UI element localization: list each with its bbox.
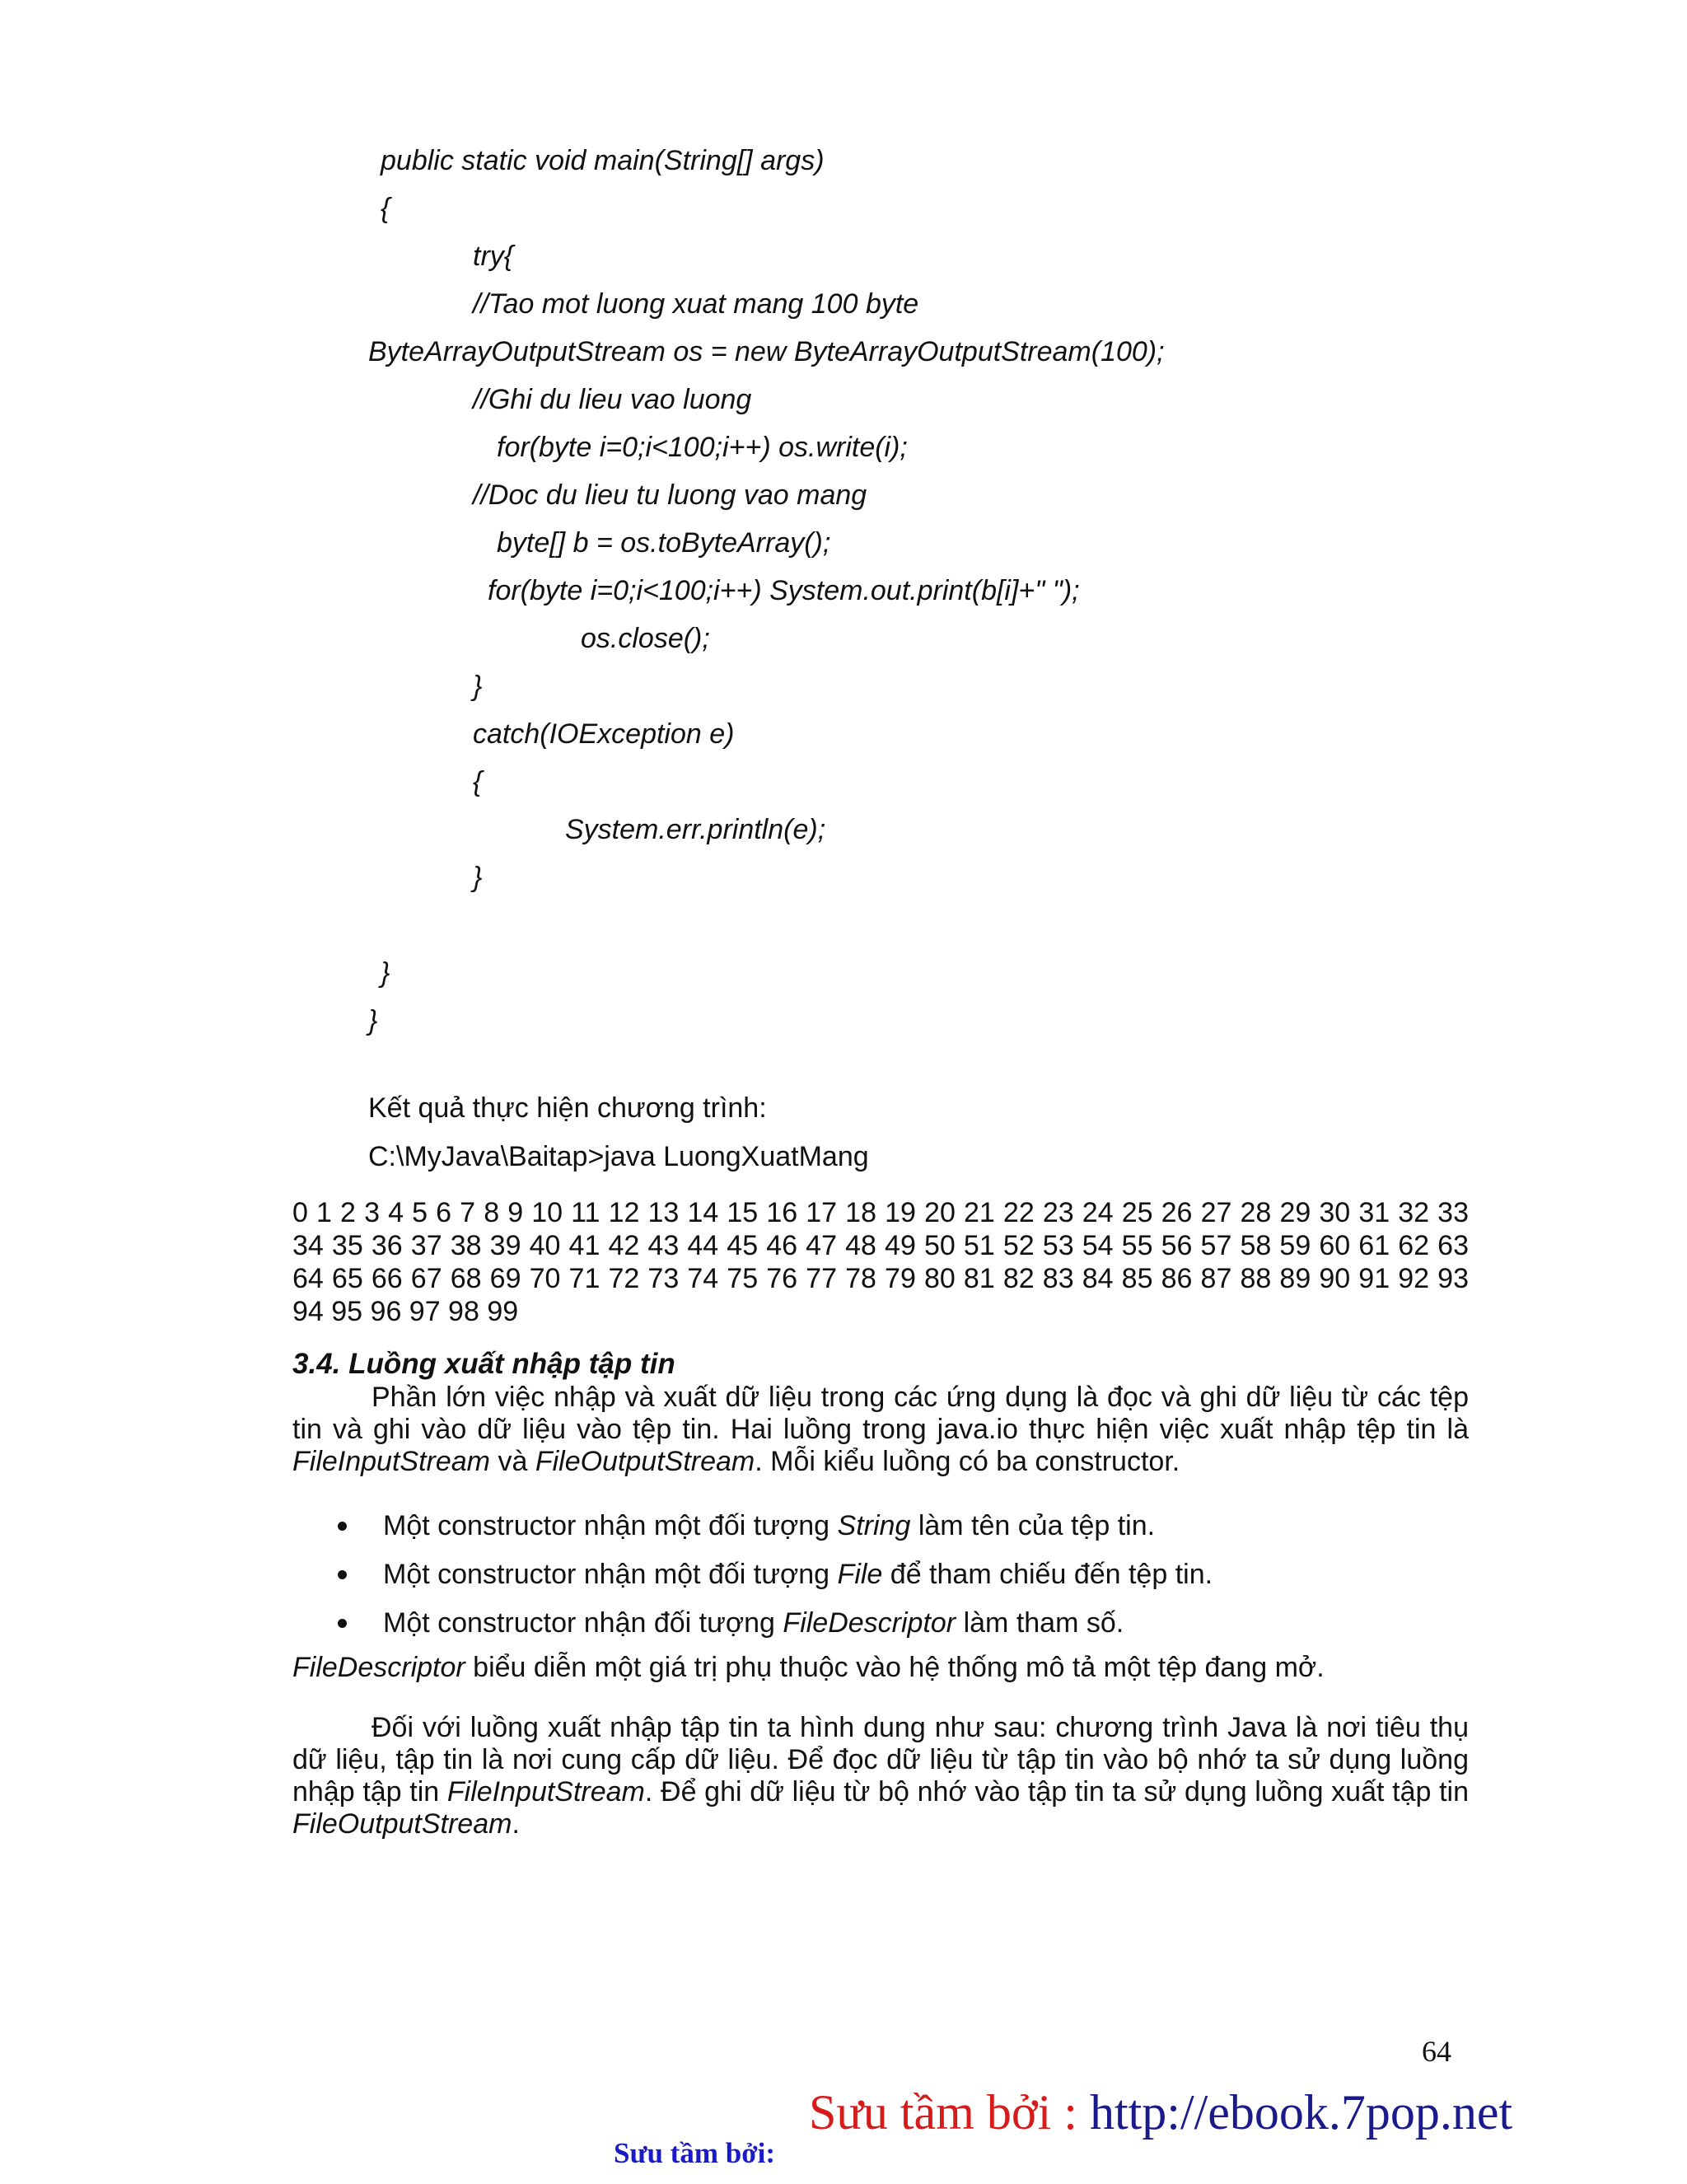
bullet-icon xyxy=(338,1522,347,1531)
bullet-icon xyxy=(338,1570,347,1579)
section-heading: 3.4. Luồng xuất nhập tập tin xyxy=(292,1348,675,1380)
code-line: { xyxy=(473,766,483,797)
credit-caption: Sưu tầm bởi: xyxy=(614,2137,775,2169)
result-command: C:\MyJava\Baitap>java LuongXuatMang xyxy=(368,1141,869,1172)
code-line: catch(IOException e) xyxy=(473,718,735,750)
result-label: Kết quả thực hiện chương trình: xyxy=(368,1092,767,1124)
code-line: byte[] b = os.toByteArray(); xyxy=(497,527,831,559)
code-line: for(byte i=0;i<100;i++) os.write(i); xyxy=(497,432,908,463)
code-line: System.err.println(e); xyxy=(565,814,826,845)
credit-banner xyxy=(809,2084,1512,2140)
result-output: 0 1 2 3 4 5 6 7 8 9 10 11 12 13 14 15 16 17 18 19 20 21 22 23 24 25 26 27 28 29 30 31 32 33 34 35 36 37 38 39 40 41 42 43 44 45 46 47 48 49 50 51 52 53 54 55 56 57 58 59 60 61 62 63 64 65 66 67 68 69 70 71 72 73 74 75 76 77 78 79 80 81 82 83 84 85 86 87 88 89 90 91 92 93 94 95 96 97 98 99 xyxy=(292,1197,1469,1327)
code-line: } xyxy=(368,1005,378,1036)
paragraph-stream-model: Đối với luồng xuất nhập tập tin ta hình dung như sau: chương trình Java là nơi tiêu thụ dữ liệu, tập tin là nơi cung cấp dữ liệu. Để đọc dữ liệu từ tập tin vào bộ nhớ ta sử dụng luồng nhập tập tin FileInputStream. Để ghi dữ liệu từ bộ nhớ vào tập tin ta sử dụng luồng xuất tập tin FileOutputStream. xyxy=(292,1712,1469,1840)
constructor-list xyxy=(292,1509,1213,1655)
code-line: //Doc du lieu tu luong vao mang xyxy=(473,479,867,511)
code-line: //Ghi du lieu vao luong xyxy=(473,384,752,415)
code-line: try{ xyxy=(473,241,514,272)
list-item: Một constructor nhận đối tượng FileDescriptor làm tham số. xyxy=(292,1606,1213,1655)
code-line: //Tao mot luong xuat mang 100 byte xyxy=(473,288,919,320)
list-item: Một constructor nhận một đối tượng File để tham chiếu đến tệp tin. xyxy=(292,1558,1213,1606)
code-line: os.close(); xyxy=(581,623,710,654)
code-line: ByteArrayOutputStream os = new ByteArrayOutputStream(100); xyxy=(368,336,1165,367)
page-number: 64 xyxy=(1422,2035,1451,2068)
code-line: { xyxy=(381,193,390,224)
code-line: } xyxy=(381,957,390,989)
list-item: Một constructor nhận một đối tượng String làm tên của tệp tin. xyxy=(292,1509,1213,1558)
paragraph-intro: Phần lớn việc nhập và xuất dữ liệu trong các ứng dụng là đọc và ghi dữ liệu từ các tệp tin và ghi vào dữ liệu vào tệp tin. Hai luồng trong java.io thực hiện việc xuất nhập tệp tin là FileInputStream và FileOutputStream. Mỗi kiểu luồng có ba constructor. xyxy=(292,1382,1469,1477)
bullet-icon xyxy=(338,1619,347,1628)
credit-link[interactable]: http://ebook.7pop.net xyxy=(1089,2085,1513,2140)
code-line: public static void main(String[] args) xyxy=(381,145,825,176)
code-line: for(byte i=0;i<100;i++) System.out.print(b[i]+" "); xyxy=(488,575,1080,606)
code-line: } xyxy=(473,862,483,893)
paragraph-filedescriptor: FileDescriptor biểu diễn một giá trị phụ thuộc vào hệ thống mô tả một tệp đang mở. xyxy=(292,1652,1325,1683)
credit-label: Sưu tầm bởi : xyxy=(809,2085,1090,2140)
code-line: } xyxy=(473,671,483,702)
